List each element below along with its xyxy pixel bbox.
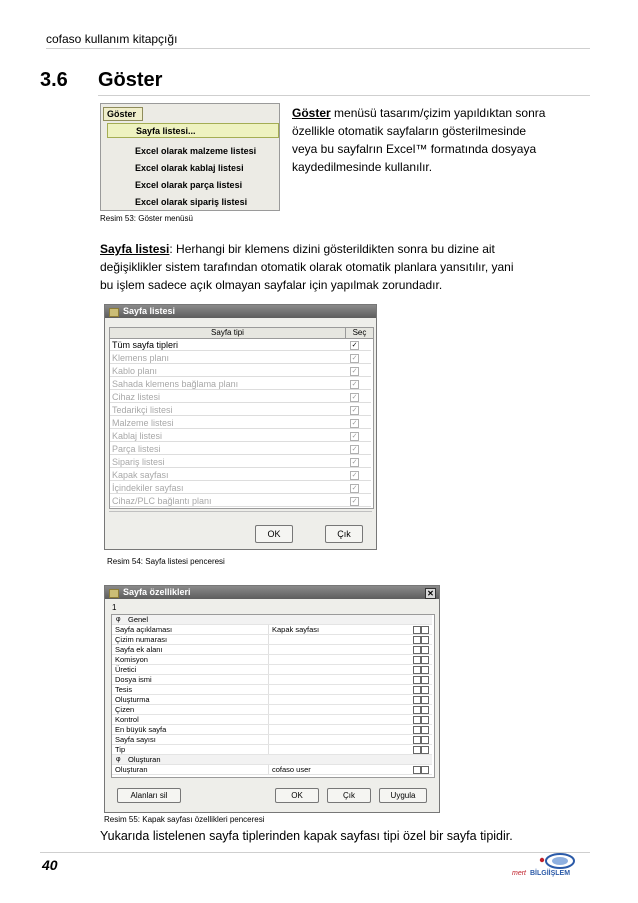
property-row[interactable] bbox=[112, 665, 432, 675]
select-checkbox[interactable]: ✓ bbox=[351, 368, 358, 375]
show-checkbox[interactable] bbox=[413, 746, 421, 754]
sayfa-listesi-term: Sayfa listesi bbox=[100, 242, 170, 256]
section-number: 3.6 bbox=[40, 69, 68, 91]
logo-graphic bbox=[512, 852, 586, 878]
column-divider bbox=[268, 725, 269, 734]
sayfa-listesi-line-1: : Herhangi bir klemens dizini gösterildikten sonra bu dizine ait bbox=[169, 242, 495, 256]
select-checkbox[interactable]: ✓ bbox=[351, 381, 358, 388]
lock-checkbox[interactable] bbox=[421, 766, 429, 774]
property-row[interactable] bbox=[112, 725, 432, 735]
property-row[interactable] bbox=[112, 765, 432, 775]
menu-item-siparis[interactable]: Excel olarak sipariş listesi bbox=[135, 197, 248, 207]
property-key: Sayfa açıklaması bbox=[115, 625, 173, 634]
property-group-label: Oluşturan bbox=[128, 755, 161, 764]
page-type-row[interactable] bbox=[110, 430, 371, 442]
show-checkbox[interactable] bbox=[413, 646, 421, 654]
page-type-label: Kablaj listesi bbox=[112, 431, 163, 441]
column-divider bbox=[268, 625, 269, 634]
sayfa-listesi-paragraph bbox=[100, 240, 600, 294]
column-divider bbox=[268, 655, 269, 664]
page-type-row[interactable] bbox=[110, 443, 371, 455]
sayfa-listesi-line-2: değişiklikler sistem tarafından otomatik olarak otomatik planlara yansıtılır, yani bbox=[100, 260, 514, 274]
page-type-row[interactable] bbox=[110, 365, 371, 377]
header-divider bbox=[46, 48, 590, 49]
page-type-label: İçindekiler sayfası bbox=[112, 483, 184, 493]
show-checkbox[interactable] bbox=[413, 706, 421, 714]
lock-checkbox[interactable] bbox=[421, 726, 429, 734]
lock-checkbox[interactable] bbox=[421, 736, 429, 744]
page-type-row[interactable] bbox=[110, 339, 371, 351]
show-checkbox[interactable] bbox=[413, 736, 421, 744]
select-checkbox[interactable]: ✓ bbox=[351, 342, 358, 349]
page-type-row[interactable] bbox=[110, 495, 371, 507]
property-value[interactable]: cofaso user bbox=[272, 765, 311, 774]
property-key: Sayfa ek alanı bbox=[115, 645, 163, 654]
show-checkbox[interactable] bbox=[413, 656, 421, 664]
column-divider bbox=[268, 685, 269, 694]
dialog-titlebar bbox=[105, 305, 376, 318]
figure-caption-55: Resim 55: Kapak sayfası özellikleri penceresi bbox=[104, 815, 265, 824]
dialog-title: Sayfa listesi bbox=[123, 306, 176, 316]
lock-checkbox[interactable] bbox=[421, 656, 429, 664]
show-checkbox[interactable] bbox=[413, 676, 421, 684]
clear-fields-button[interactable]: Alanları sil bbox=[117, 788, 181, 803]
menu-head[interactable]: Göster bbox=[103, 107, 143, 121]
page-type-label: Kablo planı bbox=[112, 366, 158, 376]
page-type-row[interactable] bbox=[110, 482, 371, 494]
page-type-label: Tedarikçi listesi bbox=[112, 405, 173, 415]
select-checkbox[interactable]: ✓ bbox=[351, 498, 358, 505]
property-key: Oluşturan bbox=[115, 765, 148, 774]
column-divider bbox=[268, 765, 269, 774]
page-type-table bbox=[109, 327, 374, 509]
property-key: Oluşturma bbox=[115, 695, 150, 704]
properties-table bbox=[111, 614, 435, 778]
lock-checkbox[interactable] bbox=[421, 716, 429, 724]
intro-line-4: kaydedilmesinde kullanılır. bbox=[292, 160, 433, 174]
page-number: 40 bbox=[42, 857, 58, 873]
property-key: Kontrol bbox=[115, 715, 139, 724]
property-key: Komisyon bbox=[115, 655, 148, 664]
collapse-icon[interactable]: φ bbox=[116, 616, 121, 623]
property-value[interactable]: Kapak sayfası bbox=[272, 625, 320, 634]
sayfa-ozellikleri-dialog bbox=[104, 585, 440, 813]
property-row[interactable] bbox=[112, 625, 432, 635]
cancel-button[interactable]: Çık bbox=[325, 525, 363, 543]
sayfa-listesi-line-3: bu işlem sadece açık olmayan sayfalar için yapılmak zorundadır. bbox=[100, 278, 443, 292]
collapse-icon[interactable]: φ bbox=[116, 756, 121, 763]
mert-logo bbox=[512, 852, 586, 878]
intro-line-2: özellikle otomatik sayfaların gösterilmesinde bbox=[292, 124, 527, 138]
page-type-label: Tüm sayfa tipleri bbox=[112, 340, 179, 350]
col-header-type[interactable]: Sayfa tipi bbox=[110, 328, 346, 339]
select-checkbox[interactable]: ✓ bbox=[351, 446, 358, 453]
ok-button[interactable]: OK bbox=[255, 525, 293, 543]
property-key: Tip bbox=[115, 745, 126, 754]
property-row[interactable] bbox=[112, 645, 432, 655]
close-icon[interactable]: ✕ bbox=[425, 588, 436, 599]
page-index: 1 bbox=[112, 603, 117, 612]
column-divider bbox=[268, 745, 269, 754]
property-group[interactable] bbox=[112, 755, 432, 765]
property-key: Çizen bbox=[115, 705, 135, 714]
svg-text:BİLGİİŞLEM: BİLGİİŞLEM bbox=[530, 870, 571, 877]
show-checkbox[interactable] bbox=[413, 686, 421, 694]
property-key: Üretici bbox=[115, 665, 137, 674]
menu-item-parca[interactable]: Excel olarak parça listesi bbox=[135, 180, 243, 190]
property-key: Çizim numarası bbox=[115, 635, 168, 644]
lock-checkbox[interactable] bbox=[421, 686, 429, 694]
property-row[interactable] bbox=[112, 685, 432, 695]
page-type-label: Cihaz listesi bbox=[112, 392, 161, 402]
window-icon bbox=[109, 589, 119, 598]
figure-caption-53: Resim 53: Göster menüsü bbox=[100, 214, 193, 223]
intro-term: Göster bbox=[292, 106, 331, 120]
lock-checkbox[interactable] bbox=[421, 626, 429, 634]
menu-item-kablaj[interactable]: Excel olarak kablaj listesi bbox=[135, 163, 244, 173]
dialog2-titlebar bbox=[105, 586, 439, 599]
property-row[interactable] bbox=[112, 635, 432, 645]
page-type-label: Sahada klemens bağlama planı bbox=[112, 379, 239, 389]
lock-checkbox[interactable] bbox=[421, 696, 429, 704]
section-divider bbox=[98, 95, 590, 96]
property-row[interactable] bbox=[112, 675, 432, 685]
page-type-label: Sipariş listesi bbox=[112, 457, 165, 467]
property-group-label: Genel bbox=[128, 615, 149, 624]
lock-checkbox[interactable] bbox=[421, 646, 429, 654]
select-checkbox[interactable]: ✓ bbox=[351, 355, 358, 362]
column-divider bbox=[268, 705, 269, 714]
section-title: Göster bbox=[98, 69, 163, 91]
property-row[interactable] bbox=[112, 745, 432, 755]
apply-button[interactable]: Uygula bbox=[379, 788, 427, 803]
property-row[interactable] bbox=[112, 655, 432, 665]
intro-paragraph bbox=[292, 104, 592, 176]
page-type-label: Parça listesi bbox=[112, 444, 161, 454]
show-checkbox[interactable] bbox=[413, 696, 421, 704]
column-divider bbox=[268, 665, 269, 674]
footer-divider bbox=[40, 852, 590, 853]
select-checkbox[interactable]: ✓ bbox=[351, 394, 358, 401]
select-checkbox[interactable]: ✓ bbox=[351, 433, 358, 440]
property-row[interactable] bbox=[112, 705, 432, 715]
lock-checkbox[interactable] bbox=[421, 706, 429, 714]
sayfa-listesi-dialog bbox=[104, 304, 377, 550]
column-divider bbox=[268, 635, 269, 644]
page-type-row[interactable] bbox=[110, 417, 371, 429]
page-type-row[interactable] bbox=[110, 404, 371, 416]
page-type-label: Klemens planı bbox=[112, 353, 170, 363]
goster-menu-screenshot bbox=[100, 103, 280, 211]
property-row[interactable] bbox=[112, 735, 432, 745]
show-checkbox[interactable] bbox=[413, 726, 421, 734]
show-checkbox[interactable] bbox=[413, 626, 421, 634]
property-row[interactable] bbox=[112, 715, 432, 725]
page-type-row[interactable] bbox=[110, 469, 371, 481]
lock-checkbox[interactable] bbox=[421, 746, 429, 754]
figure-caption-54: Resim 54: Sayfa listesi penceresi bbox=[107, 557, 225, 566]
property-key: Tesis bbox=[115, 685, 133, 694]
property-group[interactable] bbox=[112, 615, 432, 625]
property-key: Sayfa sayısı bbox=[115, 735, 156, 744]
show-checkbox[interactable] bbox=[413, 636, 421, 644]
column-divider bbox=[268, 675, 269, 684]
select-checkbox[interactable]: ✓ bbox=[351, 420, 358, 427]
page-type-row[interactable] bbox=[110, 378, 371, 390]
property-row[interactable] bbox=[112, 695, 432, 705]
dialog-divider bbox=[109, 511, 372, 512]
intro-line-3: veya bu sayfalrın Excel™ formatında dosyaya bbox=[292, 142, 537, 156]
page-type-row[interactable] bbox=[110, 352, 371, 364]
show-checkbox[interactable] bbox=[413, 766, 421, 774]
column-divider bbox=[268, 695, 269, 704]
select-checkbox[interactable]: ✓ bbox=[351, 485, 358, 492]
lock-checkbox[interactable] bbox=[421, 636, 429, 644]
page-type-label: Malzeme listesi bbox=[112, 418, 174, 428]
page-type-row[interactable] bbox=[110, 456, 371, 468]
column-divider bbox=[268, 735, 269, 744]
show-checkbox[interactable] bbox=[413, 666, 421, 674]
closing-sentence: Yukarıda listelenen sayfa tiplerinden kapak sayfası tipi özel bir sayfa tipidir. bbox=[100, 829, 513, 843]
svg-text:mert: mert bbox=[512, 870, 526, 877]
lock-checkbox[interactable] bbox=[421, 666, 429, 674]
page-type-row[interactable] bbox=[110, 391, 371, 403]
cancel-button[interactable]: Çık bbox=[327, 788, 371, 803]
select-checkbox[interactable]: ✓ bbox=[351, 407, 358, 414]
page-type-label: Cihaz/PLC bağlantı planı bbox=[112, 496, 212, 506]
page-type-label: Kapak sayfası bbox=[112, 470, 169, 480]
column-divider bbox=[268, 645, 269, 654]
document-header: cofaso kullanım kitapçığı bbox=[46, 32, 178, 46]
menu-item-malzeme[interactable]: Excel olarak malzeme listesi bbox=[135, 146, 257, 156]
menu-item-sayfa-listesi[interactable]: Sayfa listesi... bbox=[107, 123, 279, 138]
property-key: Dosya ismi bbox=[115, 675, 152, 684]
column-divider bbox=[268, 715, 269, 724]
lock-checkbox[interactable] bbox=[421, 676, 429, 684]
select-checkbox[interactable]: ✓ bbox=[351, 472, 358, 479]
property-key: En büyük sayfa bbox=[115, 725, 167, 734]
dialog2-title: Sayfa özellikleri bbox=[123, 587, 191, 597]
show-checkbox[interactable] bbox=[413, 716, 421, 724]
select-checkbox[interactable]: ✓ bbox=[351, 459, 358, 466]
window-icon bbox=[109, 308, 119, 317]
intro-line-1: menüsü tasarım/çizim yapıldıktan sonra bbox=[330, 106, 546, 120]
col-header-select[interactable]: Seç bbox=[346, 328, 373, 339]
ok-button[interactable]: OK bbox=[275, 788, 319, 803]
